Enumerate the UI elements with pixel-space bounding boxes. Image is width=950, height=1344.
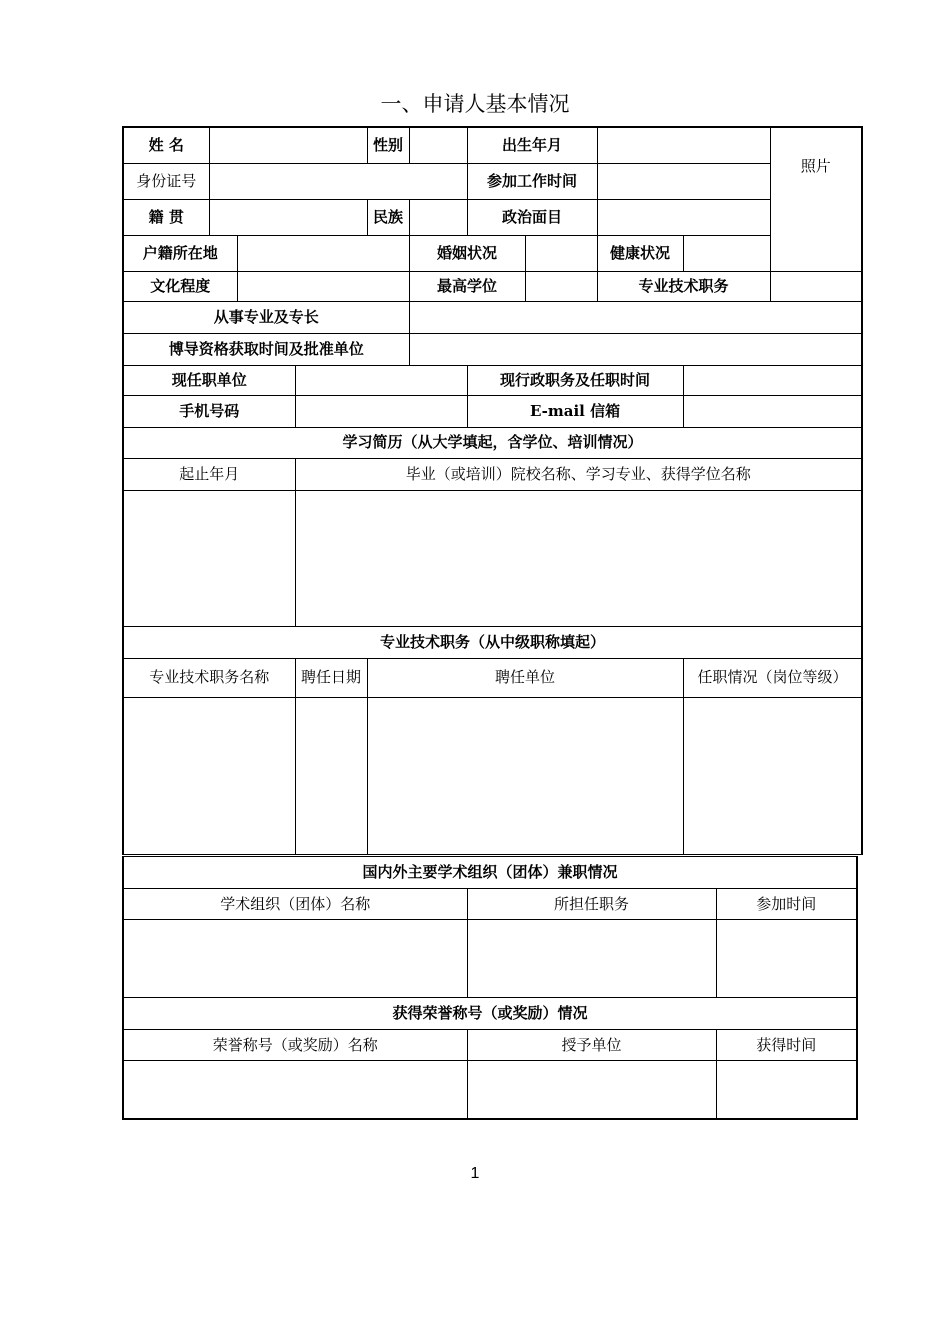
orgs-role-field[interactable] — [467, 920, 716, 998]
study-col-period: 起止年月 — [123, 458, 295, 490]
specialty-field[interactable] — [409, 301, 862, 333]
study-col-school: 毕业（或培训）院校名称、学习专业、获得学位名称 — [295, 458, 862, 490]
orgs-col-org: 学术组织（团体）名称 — [123, 889, 467, 920]
academic-orgs-heading: 国内外主要学术组织（团体）兼职情况 — [123, 857, 857, 889]
gender-field[interactable] — [409, 127, 467, 163]
political-field[interactable] — [597, 199, 770, 235]
study-history-heading: 学习简历（从大学填起，含学位、培训情况） — [123, 427, 862, 458]
title-post-label: 专业技术职务 — [597, 271, 770, 301]
birth-label: 出生年月 — [467, 127, 597, 163]
gender-label: 性别 — [367, 127, 409, 163]
page-number: 1 — [470, 1165, 480, 1182]
title-post-field[interactable] — [770, 271, 862, 301]
titles-status-field[interactable] — [683, 697, 862, 854]
honors-time-field[interactable] — [716, 1061, 857, 1119]
household-label: 户籍所在地 — [123, 235, 237, 271]
specialty-label: 从事专业及专长 — [123, 301, 409, 333]
supervisor-field[interactable] — [409, 333, 862, 365]
study-period-field[interactable] — [123, 490, 295, 626]
email-label: E-mail 信箱 — [467, 395, 683, 427]
email-field[interactable] — [683, 395, 862, 427]
photo-box[interactable]: 照片 — [770, 127, 862, 271]
professional-titles-heading: 专业技术职务（从中级职称填起） — [123, 626, 862, 658]
marital-label: 婚姻状况 — [409, 235, 525, 271]
native-place-label: 籍 贯 — [123, 199, 209, 235]
honors-col-time: 获得时间 — [716, 1030, 857, 1061]
phone-field[interactable] — [295, 395, 467, 427]
education-field[interactable] — [237, 271, 409, 301]
marital-field[interactable] — [525, 235, 597, 271]
titles-date-field[interactable] — [295, 697, 367, 854]
honors-col-honor: 荣誉称号（或奖励）名称 — [123, 1030, 467, 1061]
academic-orgs-and-honors-table — [122, 856, 858, 1120]
orgs-col-time: 参加时间 — [716, 889, 857, 920]
phone-label: 手机号码 — [123, 395, 295, 427]
titles-col-name: 专业技术职务名称 — [123, 658, 295, 697]
supervisor-label: 博导资格获取时间及批准单位 — [123, 333, 409, 365]
work-start-field[interactable] — [597, 163, 770, 199]
political-label: 政治面目 — [467, 199, 597, 235]
id-field[interactable] — [209, 163, 467, 199]
birth-field[interactable] — [597, 127, 770, 163]
ethnicity-label: 民族 — [367, 199, 409, 235]
employer-label: 现任职单位 — [123, 365, 295, 395]
education-label: 文化程度 — [123, 271, 237, 301]
name-field[interactable] — [209, 127, 367, 163]
ethnicity-field[interactable] — [409, 199, 467, 235]
degree-label: 最高学位 — [409, 271, 525, 301]
honors-heading: 获得荣誉称号（或奖励）情况 — [123, 998, 857, 1030]
titles-unit-field[interactable] — [367, 697, 683, 854]
admin-post-field[interactable] — [683, 365, 862, 395]
health-field[interactable] — [683, 235, 770, 271]
honors-honor-field[interactable] — [123, 1061, 467, 1119]
id-label: 身份证号 — [123, 163, 209, 199]
employer-field[interactable] — [295, 365, 467, 395]
degree-field[interactable] — [525, 271, 597, 301]
applicant-basic-info-table — [122, 126, 863, 855]
honors-col-grantor: 授予单位 — [467, 1030, 716, 1061]
native-place-field[interactable] — [209, 199, 367, 235]
orgs-time-field[interactable] — [716, 920, 857, 998]
study-school-field[interactable] — [295, 490, 862, 626]
titles-col-status: 任职情况（岗位等级） — [683, 658, 862, 697]
titles-col-unit: 聘任单位 — [367, 658, 683, 697]
titles-col-date: 聘任日期 — [295, 658, 367, 697]
honors-grantor-field[interactable] — [467, 1061, 716, 1119]
name-label: 姓 名 — [123, 127, 209, 163]
orgs-col-role: 所担任职务 — [467, 889, 716, 920]
orgs-org-field[interactable] — [123, 920, 467, 998]
titles-name-field[interactable] — [123, 697, 295, 854]
page-title: 一、申请人基本情况 — [380, 92, 570, 116]
work-start-label: 参加工作时间 — [467, 163, 597, 199]
health-label: 健康状况 — [597, 235, 683, 271]
household-field[interactable] — [237, 235, 409, 271]
admin-post-label: 现行政职务及任职时间 — [467, 365, 683, 395]
